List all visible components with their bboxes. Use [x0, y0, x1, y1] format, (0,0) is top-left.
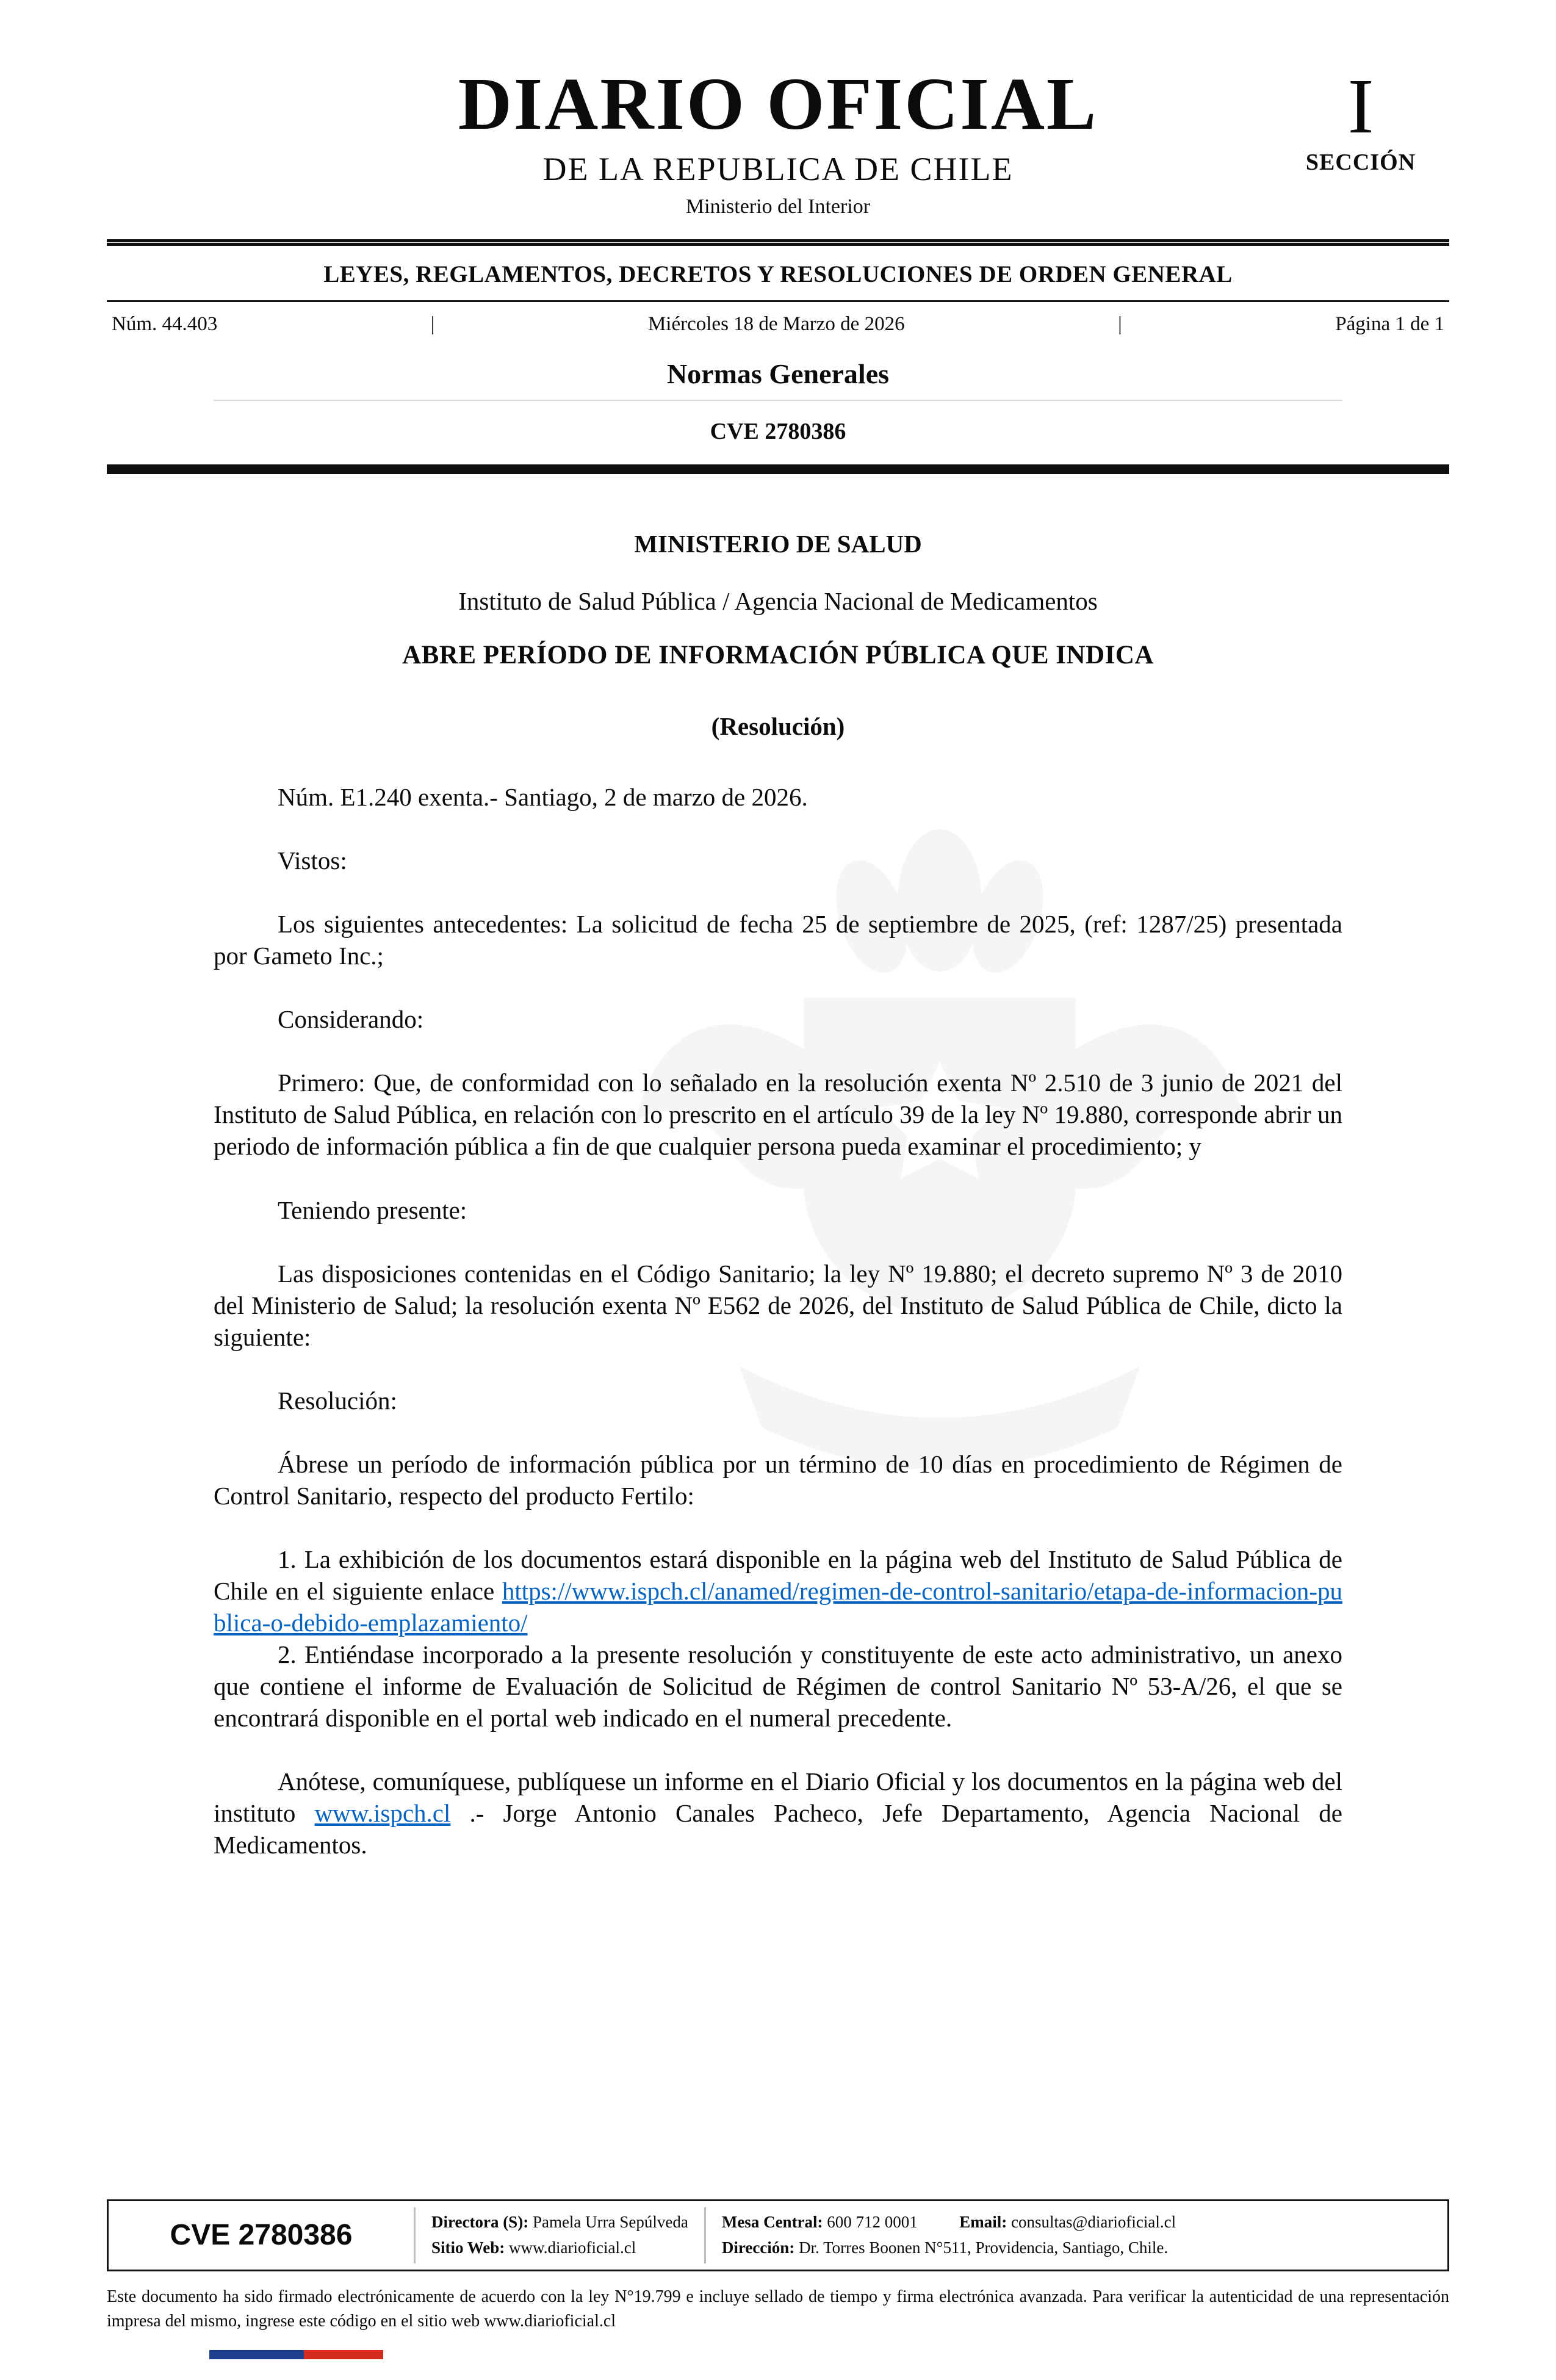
text-run: Ábrese un período de información pública por un término de 10 días en procedimiento de Régimen de Control Sanitario, respecto del producto Fertilo:: [214, 1449, 1342, 1510]
page-footer: [107, 2199, 1449, 2359]
director-label: Directora (S):: [431, 2213, 529, 2232]
address-value: Dr. Torres Boonen N°511, Providencia, Santiago, Chile.: [799, 2238, 1169, 2257]
text-run: Núm. E1.240 exenta.- Santiago, 2 de marzo de 2026.: [278, 783, 808, 811]
footer-cve-code: CVE 2780386: [170, 2219, 353, 2252]
considerando-label: [214, 1003, 1342, 1035]
section-numeral: I: [1347, 63, 1374, 150]
page-indicator: Página 1 de 1: [1335, 313, 1444, 335]
text-run: 2. Entiéndase incorporado a la presente resolución y constituyente de este acto administrativo, un anexo que contiene el informe de Evaluación de Solicitud de Régimen de control Sanitario Nº 53-A/26, el que se encontrará disponible en el portal web indicado en el numeral precedente.: [214, 1640, 1342, 1733]
flag-ribbon-blue: [209, 2350, 304, 2359]
laws-banner: LEYES, REGLAMENTOS, DECRETOS Y RESOLUCIONES DE ORDEN GENERAL: [323, 261, 1233, 287]
footer-director-cell: [416, 2201, 704, 2270]
text-run: Teniendo presente:: [278, 1195, 467, 1224]
numeral-1-paragraph: [214, 1543, 1342, 1639]
publication-ministry: Ministerio del Interior: [685, 195, 871, 218]
text-run: Vistos:: [278, 846, 347, 875]
ministry-heading: MINISTERIO DE SALUD: [634, 530, 922, 558]
antecedentes-paragraph: [214, 908, 1342, 972]
text-run: .- Jorge Antonio Canales Pacheco, Jefe Departamento, Agencia Nacional de Medicamentos.: [214, 1799, 1342, 1859]
considerando-primero-paragraph: [214, 1067, 1342, 1162]
abrese-paragraph: [214, 1448, 1342, 1512]
institute-heading: Instituto de Salud Pública / Agencia Nacional de Medicamentos: [458, 587, 1098, 615]
text-run: Anótese, comuníquese, publíquese un informe en el Diario Oficial y los documentos en la página web del instituto: [214, 1767, 1342, 1828]
website-value: www.diarioficial.cl: [509, 2238, 636, 2257]
column-separator: |: [1118, 313, 1122, 335]
director-name: Pamela Urra Sepúlveda: [532, 2213, 688, 2232]
resolution-document: [214, 529, 1342, 1861]
text-run: Las disposiciones contenidas en el Código Sanitario; la ley Nº 19.880; el decreto supremo Nº 3 de 2010 del Ministerio de Salud; la resolución exenta Nº E562 de 2026, del Instituto de Salud Pública de Chile, dicto la siguiente:: [214, 1259, 1342, 1351]
vistos-label: [214, 845, 1342, 876]
text-run: Considerando:: [278, 1005, 424, 1034]
section-hairline: [214, 400, 1342, 401]
text-run: Resolución:: [278, 1386, 397, 1415]
text-run: Los siguientes antecedentes: La solicitud de fecha 25 de septiembre de 2025, (ref: 1287/25) presentada por Gameto Inc.;: [214, 910, 1342, 970]
footer-info-box: [107, 2199, 1449, 2271]
section-block: [1291, 63, 1431, 176]
legal-notice: Este documento ha sido firmado electrónicamente de acuerdo con la ley N°19.799 e incluye sellado de tiempo y firma electrónica avanzada. Para verificar la autenticidad de una representación impresa del mismo, ingrese este código en el sitio web www.diarioficial.cl: [107, 2287, 1449, 2331]
resolucion-label: [214, 1385, 1342, 1416]
section-label: SECCIÓN: [1305, 150, 1416, 175]
teniendo-presente-label: [214, 1194, 1342, 1226]
resolution-number-line: [214, 781, 1342, 813]
banner-rule: [107, 300, 1449, 302]
ispch-regimen-link[interactable]: https://www.ispch.cl/anamed/regimen-de-control-sanitario/etapa-de-informacion-publica-o-debido-emplazamiento/: [214, 1577, 1342, 1637]
heavy-double-rule: [107, 464, 1449, 474]
normas-generales-title: Normas Generales: [666, 358, 890, 389]
footer-contact-cell: [706, 2201, 1447, 2270]
email-value: consultas@diarioficial.cl: [1011, 2213, 1176, 2232]
flag-ribbon: [209, 2350, 383, 2359]
text-run: 1. La exhibición de los documentos estará disponible en la página web del Instituto de Salud Pública de Chile en el siguiente enlace: [214, 1545, 1342, 1605]
paragraphs: [214, 781, 1342, 1861]
address-label: Dirección:: [721, 2238, 795, 2257]
numeral-2-paragraph: [214, 1639, 1342, 1734]
website-label: Sitio Web:: [431, 2238, 505, 2257]
resolution-title: ABRE PERÍODO DE INFORMACIÓN PÚBLICA QUE INDICA: [402, 641, 1154, 669]
text-run: Primero: Que, de conformidad con lo señalado en la resolución exenta Nº 2.510 de 3 junio de 2021 del Instituto de Salud Pública, en relación con lo prescrito en el artículo 39 de la ley Nº 19.880, corresponde abrir un periodo de información pública a fin de que cualquier persona pueda examinar el procedimiento; y: [214, 1069, 1342, 1161]
cve-code-heading: CVE 2780386: [710, 419, 846, 444]
masthead-double-rule: [107, 239, 1449, 246]
publication-title: DIARIO OFICIAL: [458, 63, 1098, 145]
publication-subtitle: DE LA REPUBLICA DE CHILE: [542, 151, 1014, 187]
issue-number: Núm. 44.403: [112, 313, 218, 335]
anotese-paragraph: [214, 1765, 1342, 1861]
issue-date: Miércoles 18 de Marzo de 2026: [647, 313, 905, 335]
flag-ribbon-red: [304, 2350, 383, 2359]
ispch-home-link[interactable]: www.ispch.cl: [314, 1799, 451, 1828]
phone-value: 600 712 0001: [827, 2213, 918, 2232]
phone-email-line: [722, 2210, 1432, 2235]
disposiciones-paragraph: [214, 1258, 1342, 1353]
issue-meta-row: [107, 313, 1449, 336]
phone-label: Mesa Central:: [721, 2213, 823, 2232]
email-label: Email:: [959, 2213, 1007, 2232]
website-line: [431, 2235, 688, 2261]
column-separator: |: [430, 313, 435, 335]
masthead: [107, 63, 1449, 218]
address-line: [722, 2235, 1432, 2261]
director-line: [431, 2210, 688, 2235]
document-type-heading: (Resolución): [711, 712, 845, 740]
